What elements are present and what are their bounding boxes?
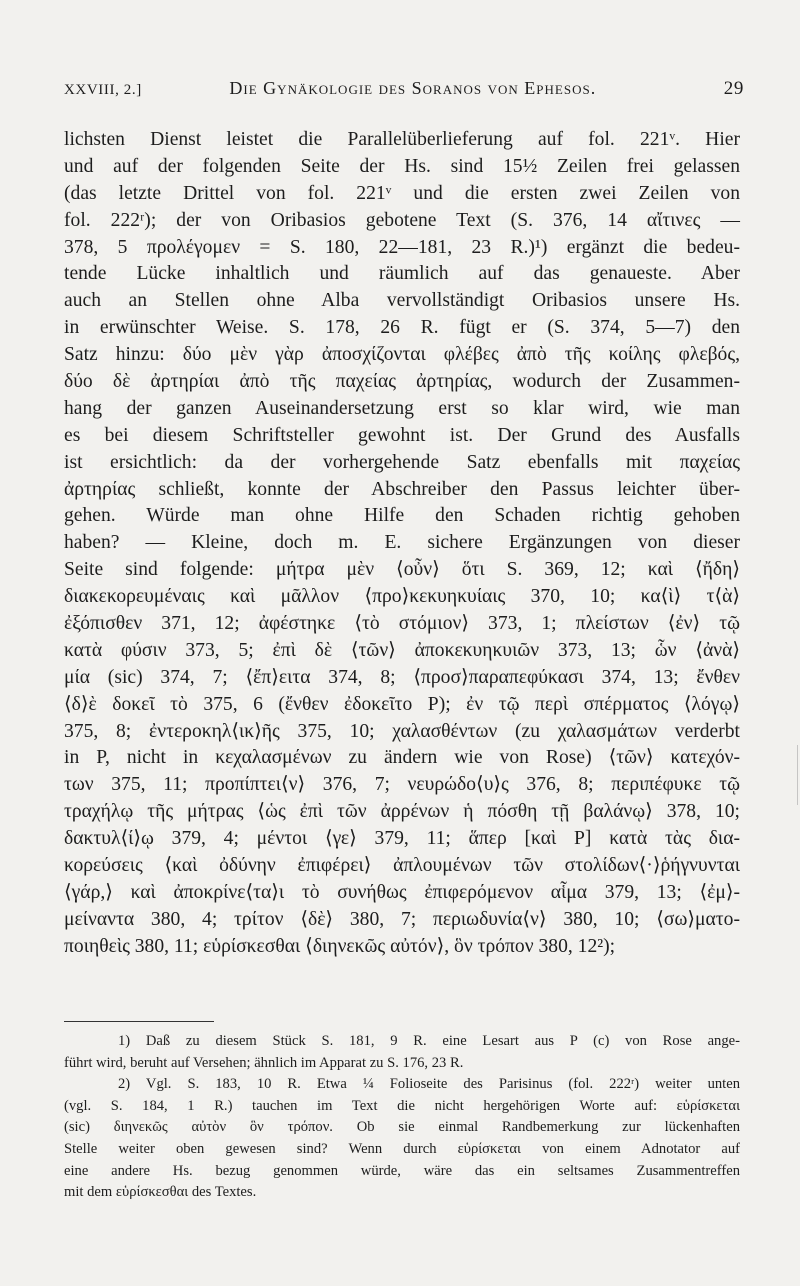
- text-line: των 375, 11; προπίπτει⟨ν⟩ 376, 7; νευρώδο⟨υ⟩ς 376, 8; περιπέφυκε τῷ: [64, 774, 740, 796]
- footnote-line: mit dem εὑρίσκεσθαι des Textes.: [64, 1184, 257, 1201]
- footnote-line: führt wird, beruht auf Versehen; ähnlich im Apparat zu S. 176, 23 R.: [64, 1054, 464, 1071]
- footnote-line: eine andere Hs. bezug genommen würde, wäre das ein seltsames Zusammentreffen: [64, 1162, 740, 1179]
- text-line: ⟨γάρ,⟩ καὶ ἀποκρίνε⟨τα⟩ι τὸ συνήθως ἐπιφερόμενον αἷμα 379, 13; ⟨ἐμ⟩-: [64, 881, 740, 903]
- footnote-line: (sic) διηνεκῶς αὐτὸν ὃν τρόπον. Ob sie einmal Randbemerkung zur lückenhaften: [64, 1119, 740, 1136]
- text-line: in erwünschter Weise. S. 178, 26 R. fügt er (S. 374, 5—7) den: [64, 317, 740, 339]
- text-line: μία (sic) 374, 7; ⟨ἔπ⟩ειτα 374, 8; ⟨προσ⟩παραπεφύκασι 374, 13; ἔνθεν: [64, 666, 740, 688]
- text-line: (das letzte Drittel von fol. 221ᵛ und die ersten zwei Zeilen von: [64, 182, 740, 204]
- text-line: μείναντα 380, 4; τρίτον ⟨δὲ⟩ 380, 7; περιωδυνία⟨ν⟩ 380, 10; ⟨σω⟩ματο-: [64, 908, 740, 930]
- text-line: τραχήλῳ τῆς μήτρας ⟨ὡς ἐπὶ τῶν ἀρρένων ἡ πόσθη τῇ βαλάνῳ⟩ 378, 10;: [64, 801, 740, 823]
- main-text: [64, 127, 740, 961]
- text-line: tende Lücke inhaltlich und räumlich auf das genaueste. Aber: [64, 263, 740, 285]
- text-line: ἀρτηρίας schließt, konnte der Abschreiber den Passus leichter über-: [64, 478, 740, 500]
- margin-mark: [791, 745, 798, 805]
- running-title: Die Gynäkologie des Soranos von Ephesos.: [229, 78, 597, 98]
- text-line: κατὰ φύσιν 373, 5; ἐπὶ δὲ ⟨τῶν⟩ ἀποκεκυηκυιῶν 373, 13; ὧν ⟨ἀνὰ⟩: [64, 639, 740, 661]
- text-line: ⟨δ⟩ὲ δοκεῖ τὸ 375, 6 (ἔνθεν ἐδοκεῖτο P); ἐν τῷ περὶ σπέρματος ⟨λόγῳ⟩: [64, 693, 740, 715]
- footnote-line: (vgl. S. 184, 1 R.) tauchen im Text die nicht hergehörigen Worte auf: εὑρίσκεται: [64, 1097, 740, 1114]
- footnotes: [64, 1031, 740, 1204]
- text-line: δακτυλ⟨ί⟩ῳ 379, 4; μέντοι ⟨γε⟩ 379, 11; ἅπερ [καὶ P] κατὰ τὰς δια-: [64, 828, 740, 850]
- text-line: 378, 5 προλέγομεν = S. 180, 22—181, 23 R.)¹) ergänzt die bedeu-: [64, 236, 740, 258]
- text-line: ἐξόπισθεν 371, 12; ἀφέστηκε ⟨τὸ στόμιον⟩ 373, 1; πλείστων ⟨ἐν⟩ τῷ: [64, 613, 740, 635]
- text-line: ποιηθεὶς 380, 11; εὑρίσκεσθαι ⟨διηνεκῶς αὐτόν⟩, ὃν τρόπον 380, 12²);: [64, 935, 616, 957]
- text-line: Satz hinzu: δύο μὲν γὰρ ἀποσχίζονται φλέβες ἀπὸ τῆς κοίλης φλεβός,: [64, 344, 740, 366]
- text-line: lichsten Dienst leistet die Parallelüberlieferung auf fol. 221ᵛ. Hier: [64, 129, 740, 150]
- text-line: haben? — Kleine, doch m. E. sichere Ergänzungen von dieser: [64, 532, 740, 554]
- section-marker: XXVIII, 2.]: [64, 82, 142, 98]
- text-line: ist ersichtlich: da der vorhergehende Satz ebenfalls mit παχείας: [64, 451, 740, 473]
- text-line: 375, 8; ἐντεροκηλ⟨ικ⟩ῆς 375, 10; χαλασθέντων (zu χαλασμάτων verderbt: [64, 720, 740, 742]
- footnote-line: Stelle weiter oben gewesen sind? Wenn durch εὑρίσκεται von einem Adnotator auf: [64, 1140, 740, 1157]
- page-number: 29: [723, 78, 744, 99]
- text-line: und auf der folgenden Seite der Hs. sind 15½ Zeilen frei gelassen: [64, 155, 740, 177]
- text-line: fol. 222ʳ); der von Oribasios gebotene Text (S. 376, 14 αἴτινες —: [64, 209, 740, 231]
- text-line: gehen. Würde man ohne Hilfe den Schaden richtig gehoben: [64, 505, 740, 527]
- text-line: δύο δὲ ἀρτηρίαι ἀπὸ τῆς παχείας ἀρτηρίας, wodurch der Zusammen-: [64, 371, 740, 393]
- text-line: κορεύσεις ⟨καὶ ὀδύνην ἐπιφέρει⟩ ἀπλουμένων τῶν στολίδων⟨·⟩ῥήγνυνται: [64, 855, 740, 877]
- footnote-line: 2) Vgl. S. 183, 10 R. Etwa ¼ Folioseite des Parisinus (fol. 222ʳ) weiter unten: [118, 1076, 740, 1093]
- running-head: [64, 78, 744, 108]
- text-line: in P, nicht in κεχαλασμένων zu ändern wie von Rose) ⟨τῶν⟩ κατεχόν-: [64, 747, 740, 769]
- text-line: hang der ganzen Auseinandersetzung erst so klar wird, wie man: [64, 397, 740, 419]
- text-line: διακεκορευμέναις καὶ μᾶλλον ⟨προ⟩κεκυηκυίαις 370, 10; κα⟨ὶ⟩ τ⟨ὰ⟩: [64, 586, 740, 608]
- footnote-rule: [64, 1021, 214, 1022]
- text-line: es bei diesem Schriftsteller gewohnt ist. Der Grund des Ausfalls: [64, 424, 740, 446]
- footnote-line: 1) Daß zu diesem Stück S. 181, 9 R. eine Lesart aus P (c) von Rose ange-: [118, 1033, 740, 1049]
- text-line: Seite sind folgende: μήτρα μὲν ⟨οὖν⟩ ὅτι S. 369, 12; καὶ ⟨ἤδη⟩: [64, 559, 740, 581]
- text-line: auch an Stellen ohne Alba vervollständigt Oribasios unsere Hs.: [64, 290, 740, 312]
